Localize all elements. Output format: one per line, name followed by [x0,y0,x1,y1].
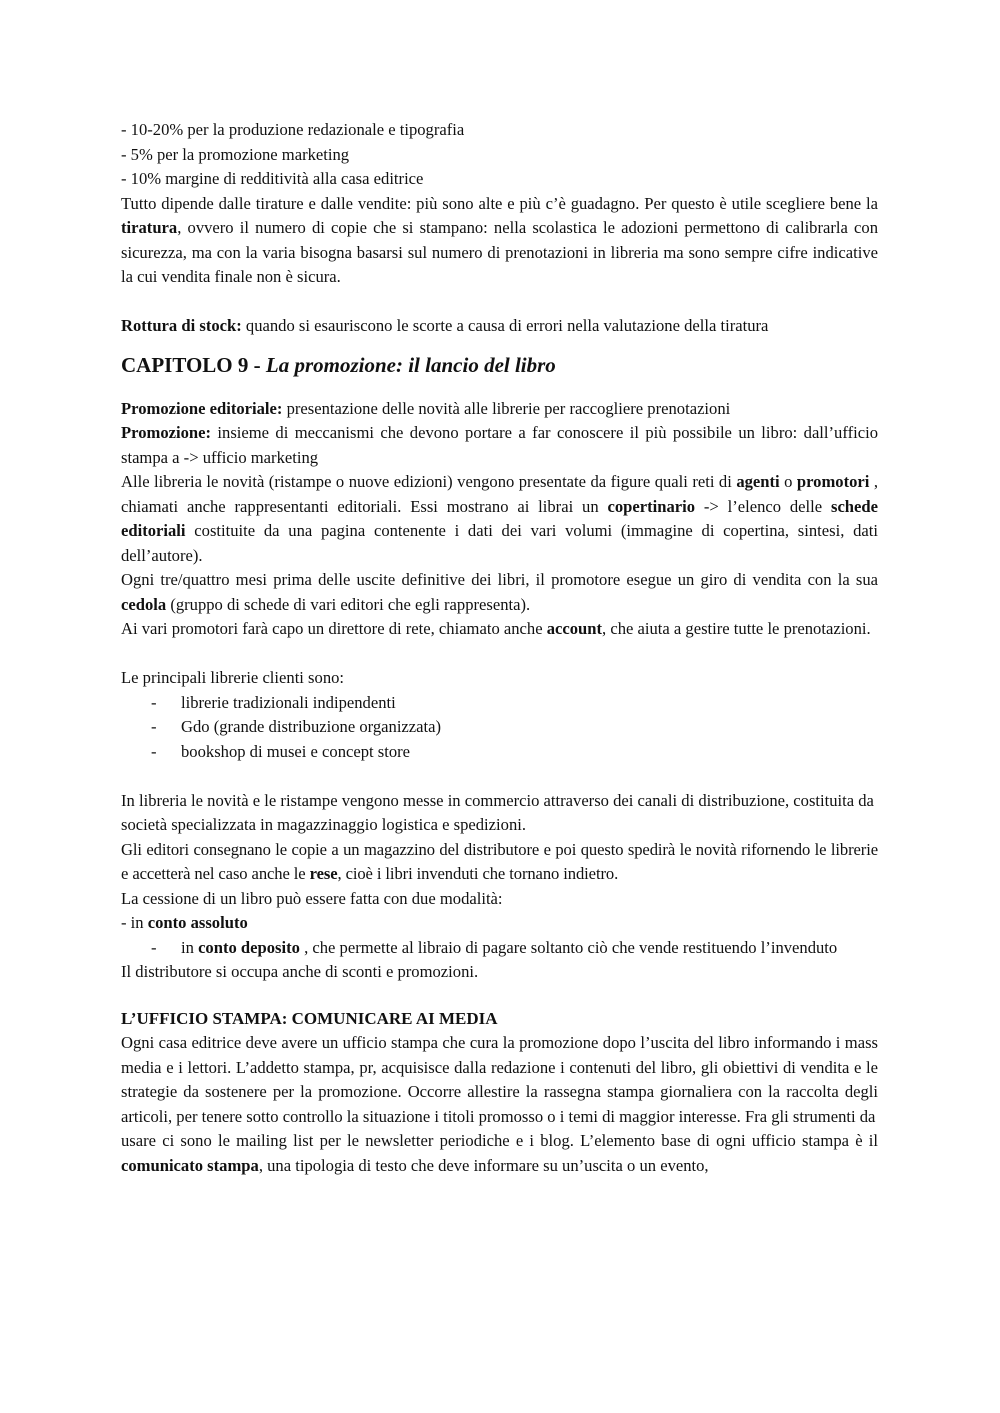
agenti-paragraph: Alle libreria le novità (ristampe o nuove edizioni) vengono presentate da figure quali reti di agenti o promotori , chiamati anche rappresentanti editoriali. Essi mostrano ai librai un copertinario -> l’elenco delle schede editoriali costituite da una pagina contenente i dati dei vari volumi (immagine di copertina, sintesi, dati dell’autore). [121,472,879,565]
promozione-editoriale-definition: Promozione editoriale: presentazione delle novità alle librerie per raccogliere prenotazioni [121,398,731,418]
document-page [121,118,878,1178]
conto-list [121,936,878,961]
mailing-paragraph: usare ci sono le mailing list per le newsletter periodiche e i blog. L’elemento base di ogni ufficio stampa è il comunicato stampa, una tipologia di testo che deve informare su un’uscita o un evento, [121,1131,878,1175]
list-item: - 5% per la promozione marketing [121,144,350,164]
distribuzione-paragraph: In libreria le novità e le ristampe vengono messe in commercio attraverso dei canali di distribuzione, costituita da società specializzata in magazzinaggio logistica e spedizioni. [121,790,874,834]
conto-deposito-item: - in conto deposito , che permette al libraio di pagare soltanto ciò che vende restituendo l’invenduto [121,936,878,961]
list-item: - 10-20% per la produzione redazionale e tipografia [121,120,465,139]
chapter-title: CAPITOLO 9 - La promozione: il lancio del libro [121,352,556,377]
rese-paragraph: Gli editori consegnano le copie a un magazzino del distributore e poi questo spedirà le novità rifornendo le librerie e accetterà nel caso anche le rese, cioè i libri invenduti che tornano indietro. [121,839,878,883]
list-item: - 10% margine di redditività alla casa editrice [121,169,424,188]
list-item: - bookshop di musei e concept store [121,740,878,765]
promozione-definition: Promozione: insieme di meccanismi che devono portare a far conoscere il più possibile un libro: dall’ufficio stampa a -> ufficio marketing [121,423,878,467]
list-item: - Gdo (grande distribuzione organizzata) [121,715,878,740]
librerie-list [121,691,878,765]
cessione-intro: La cessione di un libro può essere fatta con due modalità: [121,888,503,908]
rottura-definition: Rottura di stock: quando si esauriscono le scorte a causa di errori nella valutazione della tiratura [121,316,769,335]
ufficio-stampa-paragraph: Ogni casa editrice deve avere un ufficio stampa che cura la promozione dopo l’uscita del libro informando i mass media e i lettori. L’addetto stampa, pr, acquisisce dalla redazione i contenuti del libro, gli obiettivi di vendita e le strategie da sostenere per la promozione. Occorre allestire la rassegna stampa giornaliera con la raccolta degli articoli, per tenere sotto controllo la situazione i titoli promosso o i temi di maggior interesse. Fra gli strumenti da [121,1033,878,1126]
ufficio-stampa-heading: L’UFFICIO STAMPA: COMUNICARE AI MEDIA [121,1008,498,1028]
conto-assoluto: - in conto assoluto [121,913,248,932]
list-item: - librerie tradizionali indipendenti [121,691,878,716]
tiratura-paragraph: Tutto dipende dalle tirature e dalle vendite: più sono alte e più c’è guadagno. Per questo è utile scegliere bene la tiratura, ovvero il numero di copie che si stampano: nella scolastica le adozioni permettono di calibrarla con sicurezza, ma con la varia bisogna basarsi sul numero di prenotazioni in libreria ma sono sempre cifre indicative la cui vendita finale non è sicura. [121,193,878,286]
librerie-intro: Le principali librerie clienti sono: [121,668,345,687]
cedola-paragraph: Ogni tre/quattro mesi prima delle uscite definitive dei libri, il promotore esegue un giro di vendita con la sua cedola (gruppo di schede di vari editori che egli rappresenta). [121,570,878,614]
sconti-paragraph: Il distributore si occupa anche di sconti e promozioni. [121,962,479,981]
account-paragraph: Ai vari promotori farà capo un direttore di rete, chiamato anche account, che aiuta a gestire tutte le prenotazioni. [121,619,871,638]
